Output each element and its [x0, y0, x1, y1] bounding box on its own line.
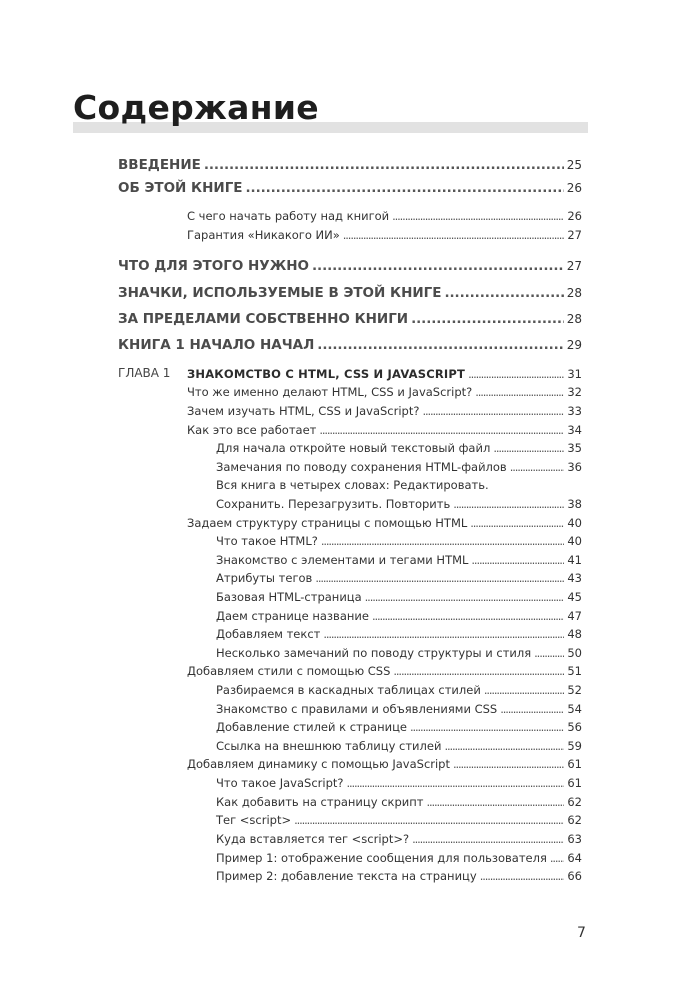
leader-dots [393, 664, 564, 678]
toc-entry[interactable] [216, 609, 582, 623]
toc-entry-label: Куда вставляется тег <script>? [216, 832, 410, 846]
leader-dots [475, 385, 564, 399]
leader-dots [410, 720, 564, 734]
leader-dots [453, 497, 564, 511]
toc-entry-label-line[interactable]: Вся книга в четырех словах: Редактировать. [216, 478, 489, 492]
toc-entry-page: 31 [567, 367, 582, 381]
leader-dots [323, 627, 564, 641]
leader-dots [422, 404, 564, 418]
toc-entry-label: ОБ ЭТОЙ КНИГЕ [118, 180, 243, 196]
toc-entry[interactable] [216, 813, 582, 827]
toc-entry[interactable] [216, 646, 582, 660]
toc-entry-beyond-book[interactable] [118, 311, 582, 327]
toc-entry-page: 26 [566, 181, 582, 195]
toc-entry-label: Что же именно делают HTML, CSS и JavaScript? [187, 385, 473, 399]
toc-entry-page: 38 [567, 497, 582, 511]
toc-entry-page: 28 [566, 286, 582, 300]
toc-entry[interactable] [216, 441, 582, 455]
leader-dots [480, 869, 565, 883]
toc-entry[interactable] [216, 720, 582, 734]
leader-dots [500, 702, 564, 716]
toc-entry-label: Базовая HTML-страница [216, 590, 362, 604]
leader-dots [493, 441, 564, 455]
page-title-block [73, 86, 588, 136]
toc-entry-label: Атрибуты тегов [216, 571, 313, 585]
leader-dots [365, 590, 565, 604]
toc-entry[interactable] [216, 627, 582, 641]
toc-entry[interactable] [216, 683, 582, 697]
toc-entry-label: ЧТО ДЛЯ ЭТОГО НУЖНО [118, 258, 310, 274]
toc-entry-icons[interactable] [118, 285, 582, 301]
toc-entry-requirements[interactable] [118, 258, 582, 274]
toc-entry-page: 34 [567, 423, 582, 437]
toc-entry-page: 47 [567, 609, 582, 623]
leader-dots [550, 851, 564, 865]
leader-dots [319, 423, 564, 437]
toc-entry[interactable] [187, 516, 582, 530]
toc-entry-label: Добавляем стили с помощью CSS [187, 664, 391, 678]
toc-entry-label: Задаем структуру страницы с помощью HTML [187, 516, 468, 530]
toc-entry-label: Что такое HTML? [216, 534, 318, 548]
toc-entry[interactable] [216, 534, 582, 548]
toc-entry-page: 66 [567, 869, 582, 883]
toc-entry-label: Разбираемся в каскадных таблицах стилей [216, 683, 481, 697]
page-number: 7 [577, 925, 586, 941]
toc-entry-page: 61 [567, 776, 582, 790]
leader-dots [392, 209, 564, 223]
leader-dots [346, 776, 564, 790]
leader-dots [321, 534, 565, 548]
toc-entry[interactable] [216, 795, 582, 809]
toc-entry-page: 61 [567, 757, 582, 771]
toc-entry-page: 35 [567, 441, 582, 455]
toc-entry-page: 28 [566, 312, 582, 326]
toc-entry-page: 27 [566, 259, 582, 273]
leader-dots [372, 609, 564, 623]
toc-entry-page: 43 [567, 571, 582, 585]
toc-entry[interactable] [187, 209, 582, 223]
toc-entry-label: С чего начать работу над книгой [187, 209, 390, 223]
toc-entry-page: 50 [567, 646, 582, 660]
toc-entry[interactable] [187, 757, 582, 771]
toc-entry-page: 62 [567, 813, 582, 827]
toc-entry-introduction[interactable] [118, 157, 582, 173]
toc-entry-label: Как добавить на страницу скрипт [216, 795, 424, 809]
chapter-prefix: ГЛАВА 1 [118, 366, 171, 380]
toc-entry-about-book[interactable] [118, 180, 582, 196]
toc-entry-page: 32 [567, 385, 582, 399]
leader-dots [246, 180, 564, 196]
toc-entry-page: 27 [567, 228, 582, 242]
leader-dots [343, 228, 565, 242]
toc-entry-page: 25 [566, 158, 582, 172]
toc-entry[interactable] [187, 664, 582, 678]
leader-dots [484, 683, 565, 697]
toc-entry[interactable] [187, 228, 582, 242]
leader-dots [471, 553, 564, 567]
leader-dots [453, 757, 564, 771]
toc-entry-label: Добавляем текст [216, 627, 321, 641]
toc-entry-page: 41 [567, 553, 582, 567]
toc-entry-page: 54 [567, 702, 582, 716]
toc-entry-label: Как это все работает [187, 423, 317, 437]
toc-entry-page: 36 [567, 460, 582, 474]
toc-entry-page: 62 [567, 795, 582, 809]
toc-entry-page: 52 [567, 683, 582, 697]
toc-entry-label: ЗНАЧКИ, ИСПОЛЬЗУЕМЫЕ В ЭТОЙ КНИГЕ [118, 285, 442, 301]
toc-entry[interactable] [216, 590, 582, 604]
toc-entry-page: 59 [567, 739, 582, 753]
toc-entry[interactable] [216, 776, 582, 790]
toc-entry[interactable] [216, 851, 582, 865]
toc-entry-label: Даем странице название [216, 609, 369, 623]
toc-entry-label: Замечания по поводу сохранения HTML-файлов [216, 460, 507, 474]
toc-entry-label: Для начала откройте новый текстовый файл [216, 441, 491, 455]
toc-entry-page: 40 [567, 534, 582, 548]
toc-entry[interactable] [216, 832, 582, 846]
toc-entry-label: Пример 2: добавление текста на страницу [216, 869, 477, 883]
toc-entry[interactable] [216, 739, 582, 753]
toc-entry-page: 26 [567, 209, 582, 223]
leader-dots [411, 311, 564, 327]
toc-entry-label: Гарантия «Никакого ИИ» [187, 228, 340, 242]
leader-dots [445, 285, 564, 301]
leader-dots [534, 646, 564, 660]
toc-entry-book-1[interactable] [118, 337, 582, 353]
toc-entry-chapter-1[interactable] [187, 367, 582, 381]
toc-entry[interactable] [187, 404, 582, 418]
toc-entry[interactable] [187, 385, 582, 399]
toc-entry-label: Что такое JavaScript? [216, 776, 344, 790]
toc-entry-label: Несколько замечаний по поводу структуры и стиля [216, 646, 532, 660]
toc-entry-page: 48 [567, 627, 582, 641]
toc-entry-page: 63 [567, 832, 582, 846]
toc-entry-label: Сохранить. Перезагрузить. Повторить [216, 497, 451, 511]
toc-entry-page: 64 [567, 851, 582, 865]
leader-dots [470, 516, 564, 530]
toc-entry[interactable] [216, 553, 582, 567]
toc-entry-label: КНИГА 1 НАЧАЛО НАЧАЛ [118, 337, 315, 353]
leader-dots [315, 571, 564, 585]
leader-dots [317, 337, 563, 353]
toc-entry-label: Знакомство с правилами и объявлениями CSS [216, 702, 498, 716]
toc-entry-page: 33 [567, 404, 582, 418]
leader-dots [426, 795, 564, 809]
toc-entry-label: ЗА ПРЕДЕЛАМИ СОБСТВЕННО КНИГИ [118, 311, 409, 327]
toc-entry-label: Добавление стилей к странице [216, 720, 408, 734]
toc-entry-label: Тег <script> [216, 813, 292, 827]
leader-dots [412, 832, 564, 846]
leader-dots [468, 367, 564, 381]
toc-entry-page: 45 [567, 590, 582, 604]
toc-entry-page: 51 [567, 664, 582, 678]
toc-entry[interactable] [216, 460, 582, 474]
toc-entry-label: Знакомство с элементами и тегами HTML [216, 553, 469, 567]
leader-dots [444, 739, 564, 753]
toc-entry[interactable] [216, 571, 582, 585]
toc-entry-page: 56 [567, 720, 582, 734]
leader-dots [510, 460, 565, 474]
toc-entry-page: 29 [566, 338, 582, 352]
toc-entry-label: Добавляем динамику с помощью JavaScript [187, 757, 450, 771]
leader-dots [312, 258, 564, 274]
toc-entry[interactable] [216, 702, 582, 716]
chapter-title: ЗНАКОМСТВО С HTML, CSS И JAVASCRIPT [187, 367, 466, 381]
toc-entry-label: Ссылка на внешнюю таблицу стилей [216, 739, 442, 753]
toc-entry[interactable] [216, 497, 582, 511]
leader-dots [204, 157, 564, 173]
toc-entry-label: Пример 1: отображение сообщения для пользователя [216, 851, 547, 865]
toc-entry-label: ВВЕДЕНИЕ [118, 157, 201, 173]
page-title: Содержание [73, 88, 319, 127]
toc-entry[interactable] [216, 869, 582, 883]
leader-dots [294, 813, 564, 827]
toc-entry[interactable] [187, 423, 582, 437]
toc-entry-label: Зачем изучать HTML, CSS и JavaScript? [187, 404, 420, 418]
toc-entry-page: 40 [567, 516, 582, 530]
